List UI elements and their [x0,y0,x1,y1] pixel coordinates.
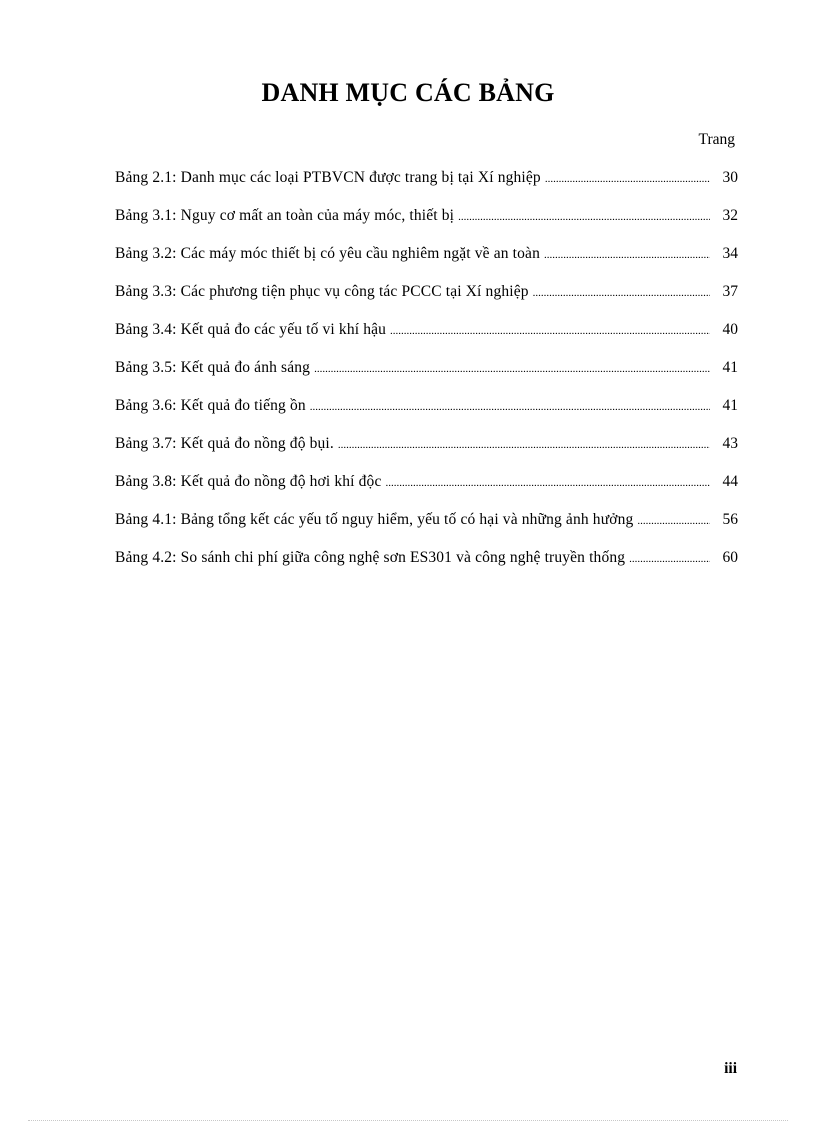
table-entry-label: Bảng 3.5: Kết quả đo ánh sáng [115,359,311,376]
dot-leader [385,471,710,495]
table-entry [115,166,738,204]
page-number: iii [724,1060,737,1077]
table-entry-label: Bảng 3.4: Kết quả đo các yếu tố vi khí hậu [115,321,387,338]
table-entry [115,204,738,242]
table-entry-page: 37 [722,283,738,300]
table-entry-page: 34 [722,245,738,262]
table-entry-page: 56 [722,511,738,528]
table-entry-page: 44 [722,473,738,490]
dot-leader [533,281,710,305]
dot-leader [545,167,710,191]
dot-leader [544,243,710,267]
table-entry-label: Bảng 4.1: Bảng tổng kết các yếu tố nguy hiểm, yếu tố có hại và những ảnh hưởng [115,511,634,528]
dot-leader [629,547,710,571]
table-entry-label: Bảng 3.3: Các phương tiện phục vụ công tác PCCC tại Xí nghiệp [115,283,529,300]
table-entry [115,280,738,318]
table-entry [115,318,738,356]
table-entry [115,508,738,546]
table-entry [115,356,738,394]
table-entry-page: 40 [722,321,738,338]
dot-leader [338,433,710,457]
table-entry-label: Bảng 2.1: Danh mục các loại PTBVCN được trang bị tại Xí nghiệp [115,169,541,186]
table-entry-label: Bảng 3.8: Kết quả đo nồng độ hơi khí độc [115,473,382,490]
page-title: DANH MỤC CÁC BẢNG [261,78,555,107]
table-list [115,166,738,584]
dot-leader [458,205,710,229]
page-bottom-divider [28,1120,788,1121]
table-entry-label: Bảng 4.2: So sánh chi phí giữa công nghệ sơn ES301 và công nghệ truyền thống [115,549,626,566]
dot-leader [637,509,710,533]
dot-leader [390,319,710,343]
table-entry [115,394,738,432]
dot-leader [310,395,710,419]
table-entry-page: 41 [722,359,738,376]
table-entry-page: 41 [722,397,738,414]
table-entry-page: 32 [722,207,738,224]
table-entry-label: Bảng 3.2: Các máy móc thiết bị có yêu cầu nghiêm ngặt về an toàn [115,245,540,262]
dot-leader [314,357,710,381]
table-entry-page: 60 [722,549,738,566]
table-entry [115,432,738,470]
table-entry [115,242,738,280]
table-entry-page: 30 [722,169,738,186]
table-entry-label: Bảng 3.1: Nguy cơ mất an toàn của máy móc, thiết bị [115,207,455,224]
page-column-header: Trang [698,131,735,148]
table-entry-page: 43 [722,435,738,452]
table-entry [115,546,738,584]
table-entry-label: Bảng 3.7: Kết quả đo nồng độ bụi. [115,435,334,452]
table-entry [115,470,738,508]
table-entry-label: Bảng 3.6: Kết quả đo tiếng ồn [115,397,306,414]
